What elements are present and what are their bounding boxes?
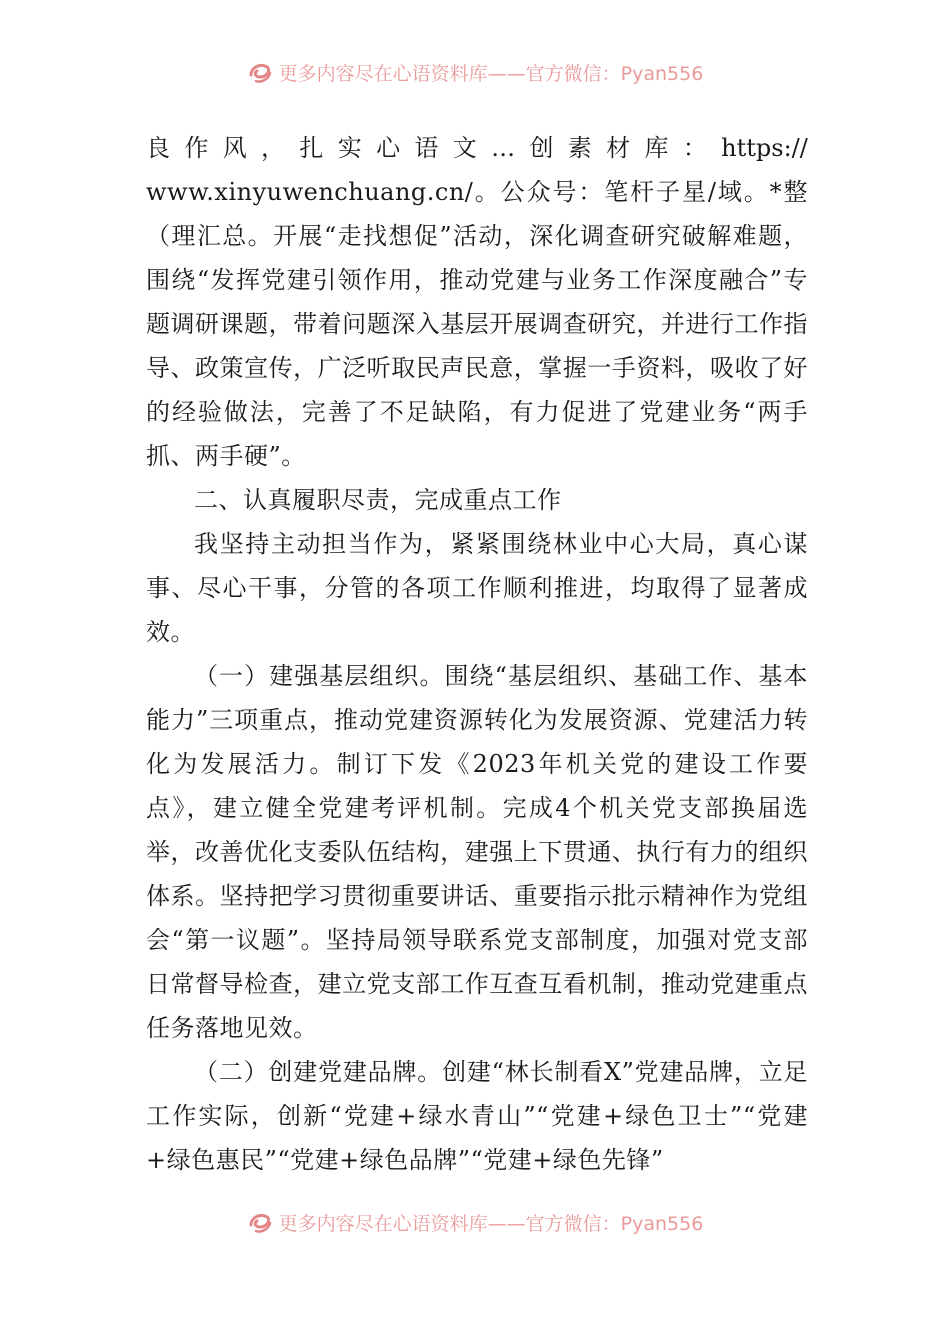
watermark-text: 更多内容尽在心语资料库——官方微信：Pyan556 (278, 62, 704, 85)
char: 语 (414, 134, 439, 162)
paragraph-3: 我坚持主动担当作为，紧紧围绕林业中心大局，真心谋事、尽心干事，分管的各项工作顺利推进，均取得了显著成效。 (146, 530, 808, 646)
char: 库 (644, 134, 669, 162)
char: … (491, 134, 516, 162)
char: 良 (146, 134, 170, 162)
char: 素 (567, 134, 592, 162)
char: ， (261, 134, 286, 162)
char: 作 (184, 134, 209, 162)
paragraph-4: （一）建强基层组织。围绕“基层组织、基础工作、基本能力”三项重点，推动党建资源转化为发展资源、党建活力转化为发展活力。制订下发《2023年机关党的建设工作要点》，建立健全党建考评机制。完成4个机关党支部换届选举，改善优化支委队伍结构，建强上下贯通、执行有力的组织体系。坚持把学习贯彻重要讲话、重要指示批示精神作为党组会“第一议题”。坚持局领导联系党支部制度，加强对党支部日常督导检查，建立党支部工作互查互看机制，推动党建重点任务落地见效。 (146, 662, 808, 1042)
char: 扎 (299, 134, 324, 162)
char: 文 (452, 134, 477, 162)
watermark-banner-bottom (0, 1204, 950, 1240)
char: 创 (529, 134, 554, 162)
char: 材 (606, 134, 631, 162)
watermark-text: 更多内容尽在心语资料库——官方微信：Pyan556 (278, 1212, 704, 1235)
watermark-banner-top (0, 54, 950, 90)
watermark-logo-icon (247, 1209, 273, 1235)
document-body (146, 126, 808, 1182)
char: 风 (222, 134, 247, 162)
paragraph-5: （二）创建党建品牌。创建“林长制看X”党建品牌，立足工作实际，创新“党建+绿水青山”“党建+绿色卫士”“党建+绿色惠民”“党建+绿色品牌”“党建+绿色先锋” (146, 1058, 808, 1174)
char: 心 (376, 134, 401, 162)
watermark-logo-icon (247, 59, 273, 85)
section-heading: 二、认真履职尽责，完成重点工作 (194, 486, 562, 514)
char: https:// (721, 134, 808, 162)
paragraph-1-first-line (146, 126, 808, 170)
paragraph-1-rest: www.xinyuwenchuang.cn/。公众号：笔杆子星/域。*整（理汇总。开展“走找想促”活动，深化调查研究破解难题，围绕“发挥党建引领作用，推动党建与业务工作深度融合”专题调研课题，带着问题深入基层开展调查研究，并进行工作指导、政策宣传，广泛听取民声民意，掌握一手资料，吸收了好的经验做法，完善了不足缺陷，有力促进了党建业务“两手抓、两手硬”。 (146, 178, 808, 470)
char: 实 (337, 134, 362, 162)
char: ： (682, 134, 707, 162)
